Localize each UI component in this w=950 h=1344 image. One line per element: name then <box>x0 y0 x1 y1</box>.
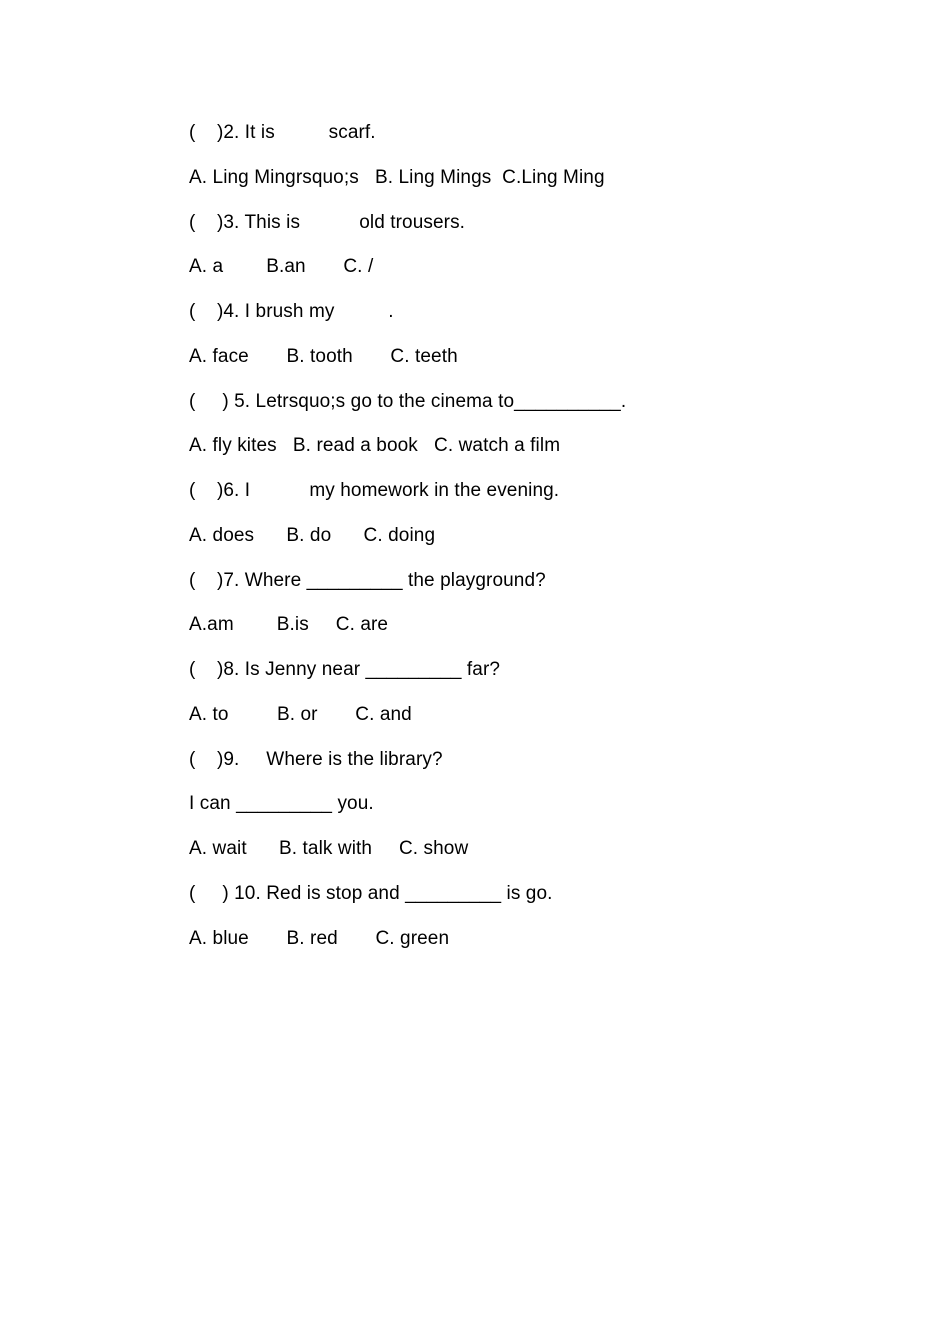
options-3: A. a B.an C. / <box>189 256 374 278</box>
question-2: ( )2. It is scarf. <box>189 122 376 143</box>
question-8: ( )8. Is Jenny near _________ far? <box>189 659 501 680</box>
question-9-continuation: I can _________ you. <box>189 793 374 815</box>
question-3: ( )3. This is old trousers. <box>189 211 466 233</box>
question-10: ( ) 10. Red is stop and _________ is go. <box>189 882 553 904</box>
options-6: A. does B. do C. doing <box>189 524 436 546</box>
question-6: ( )6. I my homework in the evening. <box>189 480 560 501</box>
options-2: A. Ling Mingrsquo;s B. Ling Mings C.Ling Ming <box>189 166 605 188</box>
question-7: ( )7. Where _________ the playground? <box>189 569 546 591</box>
worksheet <box>189 117 889 967</box>
options-10: A. blue B. red C. green <box>189 927 450 949</box>
options-4: A. face B. tooth C. teeth <box>189 345 458 367</box>
options-7: A.am B.is C. are <box>189 614 389 636</box>
options-5: A. fly kites B. read a book C. watch a film <box>189 435 561 457</box>
question-4: ( )4. I brush my . <box>189 301 394 322</box>
options-9: A. wait B. talk with C. show <box>189 838 469 859</box>
question-9: ( )9. Where is the library? <box>189 748 443 770</box>
options-8: A. to B. or C. and <box>189 703 412 725</box>
question-5: ( ) 5. Letrsquo;s go to the cinema to__________. <box>189 390 627 412</box>
